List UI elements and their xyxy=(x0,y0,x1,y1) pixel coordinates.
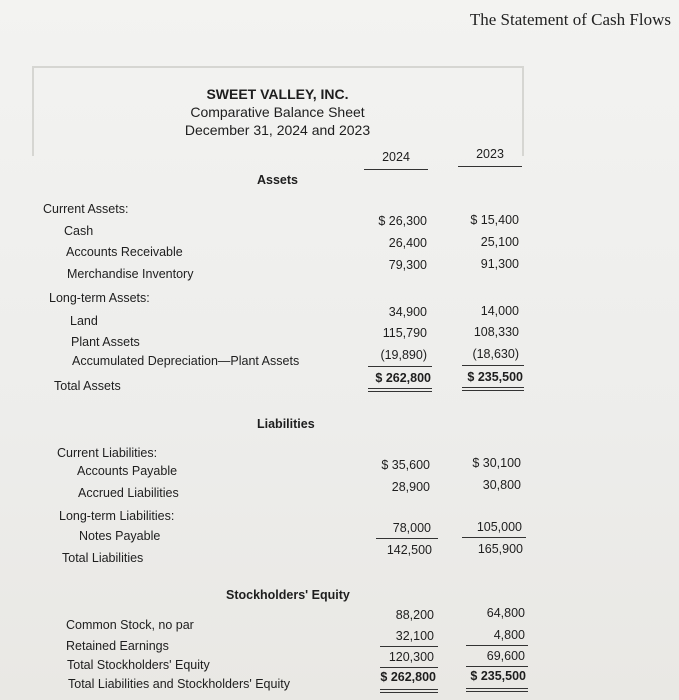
row-label-total-liabilities: Total Liabilities xyxy=(62,551,144,565)
header-rule-2024 xyxy=(364,169,428,170)
retained-earnings-2024: 32,100 xyxy=(395,629,434,643)
header-rule-2023 xyxy=(458,166,522,167)
row-label-notes-payable: Notes Payable xyxy=(79,529,161,543)
accounts-payable-2024: $ 35,600 xyxy=(381,458,430,472)
double-rule-grand-total-2023 xyxy=(466,688,528,692)
current-assets-label: Current Assets: xyxy=(43,202,129,216)
row-label-retained-earnings: Retained Earnings xyxy=(66,639,169,653)
page-header-title: The Statement of Cash Flows xyxy=(469,10,671,29)
double-rule-assets-2024 xyxy=(368,388,432,392)
accumulated-depreciation-2024: (19,890) xyxy=(380,348,427,362)
liabilities-heading: Liabilities xyxy=(257,417,315,431)
common-stock-2023: 64,800 xyxy=(486,606,525,620)
statement-title: Comparative Balance Sheet xyxy=(190,104,365,120)
accrued-liabilities-2024: 28,900 xyxy=(391,480,430,494)
total-liabilities-and-equity-2024: $ 262,800 xyxy=(380,670,436,684)
accumulated-depreciation-2023: (18,630) xyxy=(472,347,519,361)
subtotal-rule-liabilities-2023 xyxy=(462,537,526,538)
total-stockholders-equity-2023: 69,600 xyxy=(486,649,525,663)
merchandise-inventory-2023: 91,300 xyxy=(480,257,519,271)
rule-before-grand-total-2023 xyxy=(466,666,528,667)
subtotal-rule-equity-2023 xyxy=(466,645,528,646)
cash-2023: $ 15,400 xyxy=(470,213,519,227)
row-label-accounts-receivable: Accounts Receivable xyxy=(66,245,183,259)
notes-payable-2024: 78,000 xyxy=(392,521,431,535)
plant-assets-2023: 108,330 xyxy=(473,325,519,339)
total-stockholders-equity-2024: 120,300 xyxy=(388,650,434,664)
row-label-plant-assets: Plant Assets xyxy=(71,335,140,349)
row-label-accounts-payable: Accounts Payable xyxy=(77,464,178,478)
subtotal-rule-equity-2024 xyxy=(380,646,438,647)
row-label-merchandise-inventory: Merchandise Inventory xyxy=(67,267,194,281)
total-assets-2024: $ 262,800 xyxy=(375,371,431,385)
total-liabilities-2023: 165,900 xyxy=(477,542,523,556)
company-name: SWEET VALLEY, INC. xyxy=(206,86,349,102)
double-rule-grand-total-2024 xyxy=(380,689,438,693)
common-stock-2024: 88,200 xyxy=(395,608,434,622)
row-label-accrued-liabilities: Accrued Liabilities xyxy=(78,486,179,500)
plant-assets-2024: 115,790 xyxy=(382,326,427,340)
cash-2024: $ 26,300 xyxy=(378,214,427,228)
row-label-total-liabilities-and-equity: Total Liabilities and Stockholders' Equity xyxy=(68,677,290,691)
row-label-cash: Cash xyxy=(64,224,94,238)
row-label-total-stockholders-equity: Total Stockholders' Equity xyxy=(67,658,210,672)
accrued-liabilities-2023: 30,800 xyxy=(482,478,521,492)
row-label-total-assets: Total Assets xyxy=(54,379,121,393)
row-label-accumulated-depreciation: Accumulated Depreciation—Plant Assets xyxy=(72,354,300,368)
land-2024: 34,900 xyxy=(388,305,427,319)
retained-earnings-2023: 4,800 xyxy=(493,628,525,642)
row-label-common-stock: Common Stock, no par xyxy=(66,618,194,632)
column-header-2024: 2024 xyxy=(382,150,410,164)
notes-payable-2023: 105,000 xyxy=(476,520,522,534)
accounts-receivable-2024: 26,400 xyxy=(388,236,427,250)
double-rule-assets-2023 xyxy=(462,387,524,391)
column-header-2023: 2023 xyxy=(476,147,504,161)
land-2023: 14,000 xyxy=(480,304,519,318)
accounts-receivable-2023: 25,100 xyxy=(480,235,519,249)
subtotal-rule-assets-2024 xyxy=(368,366,432,367)
accounts-payable-2023: $ 30,100 xyxy=(472,456,521,470)
subtotal-rule-liabilities-2024 xyxy=(376,538,438,539)
assets-heading: Assets xyxy=(257,173,298,187)
current-liabilities-label: Current Liabilities: xyxy=(57,446,158,460)
long-term-liabilities-label: Long-term Liabilities: xyxy=(59,509,175,523)
rule-before-grand-total-2024 xyxy=(380,667,438,668)
equity-heading: Stockholders' Equity xyxy=(226,588,350,602)
total-liabilities-and-equity-2023: $ 235,500 xyxy=(470,669,526,683)
total-liabilities-2024: 142,500 xyxy=(386,543,432,557)
total-assets-2023: $ 235,500 xyxy=(467,370,523,384)
merchandise-inventory-2024: 79,300 xyxy=(388,258,427,272)
statement-period: December 31, 2024 and 2023 xyxy=(184,122,371,138)
long-term-assets-label: Long-term Assets: xyxy=(49,291,150,305)
row-label-land: Land xyxy=(70,314,98,328)
subtotal-rule-assets-2023 xyxy=(462,365,524,366)
